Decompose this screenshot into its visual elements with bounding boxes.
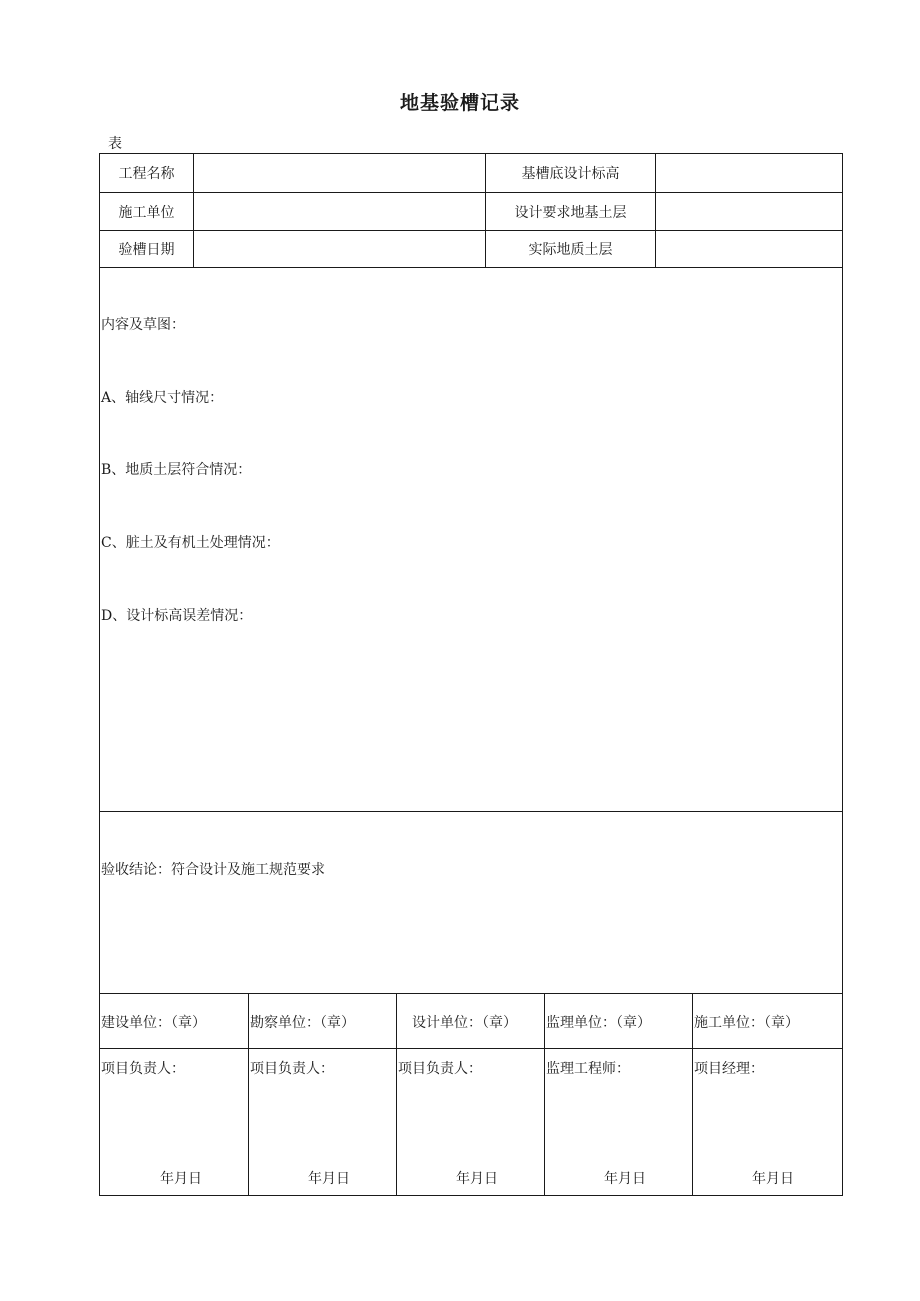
signoff-unit-contractor: 施工单位：（章） xyxy=(694,1015,799,1031)
signoff-person-supervision: 监理工程师： xyxy=(546,1061,630,1077)
row-divider xyxy=(99,267,843,268)
signoff-unit-owner: 建设单位：（章） xyxy=(101,1015,206,1031)
signoff-unit-survey: 勘察单位：（章） xyxy=(250,1015,355,1031)
section-divider xyxy=(99,993,843,994)
signoff-unit-supervision: 监理单位：（章） xyxy=(546,1015,651,1031)
signoff-date-design: 年月日 xyxy=(456,1171,498,1187)
col-divider xyxy=(692,993,693,1196)
required-soil-value[interactable] xyxy=(656,193,842,230)
design-elevation-label: 基槽底设计标高 xyxy=(521,166,620,182)
signoff-date-contractor: 年月日 xyxy=(752,1171,794,1187)
required-soil-label: 设计要求地基土层 xyxy=(514,204,627,221)
col-divider xyxy=(248,993,249,1196)
section-divider xyxy=(99,811,843,812)
construction-unit-value[interactable] xyxy=(194,193,485,230)
soil-conformity-item: B、地质土层符合情况： xyxy=(101,462,252,478)
signoff-person-survey: 项目负责人： xyxy=(250,1061,334,1077)
content-heading: 内容及草图： xyxy=(101,317,185,333)
table-border-right xyxy=(842,153,843,1196)
signoff-person-design: 项目负责人： xyxy=(398,1061,482,1077)
inspection-date-label: 验槽日期 xyxy=(118,242,175,258)
axis-dimension-item: A、轴线尺寸情况： xyxy=(101,390,224,406)
signoff-person-owner: 项目负责人： xyxy=(101,1061,185,1077)
project-name-label: 工程名称 xyxy=(118,166,175,182)
table-border-left xyxy=(99,153,100,1196)
signoff-unit-design: 设计单位：（章） xyxy=(412,1015,517,1031)
section-divider xyxy=(99,1048,843,1049)
actual-soil-value[interactable] xyxy=(656,231,842,267)
organic-soil-item: C、脏土及有机土处理情况： xyxy=(101,535,280,551)
table-border-bottom xyxy=(99,1195,843,1196)
actual-soil-label: 实际地质土层 xyxy=(528,242,613,258)
construction-unit-label: 施工单位 xyxy=(118,204,175,221)
design-elevation-value[interactable] xyxy=(656,154,842,192)
conclusion-text: 验收结论：符合设计及施工规范要求 xyxy=(101,862,325,878)
page-title: 地基验槽记录 xyxy=(399,92,520,114)
elevation-error-item: D、设计标高误差情况： xyxy=(101,608,253,624)
signoff-date-supervision: 年月日 xyxy=(604,1171,646,1187)
col-divider xyxy=(544,993,545,1196)
signoff-date-survey: 年月日 xyxy=(308,1171,350,1187)
signoff-person-contractor: 项目经理： xyxy=(694,1061,764,1077)
signoff-date-owner: 年月日 xyxy=(160,1171,202,1187)
inspection-date-value[interactable] xyxy=(194,231,485,267)
col-divider xyxy=(396,993,397,1196)
table-label: 表 xyxy=(108,136,122,152)
project-name-value[interactable] xyxy=(194,154,485,192)
